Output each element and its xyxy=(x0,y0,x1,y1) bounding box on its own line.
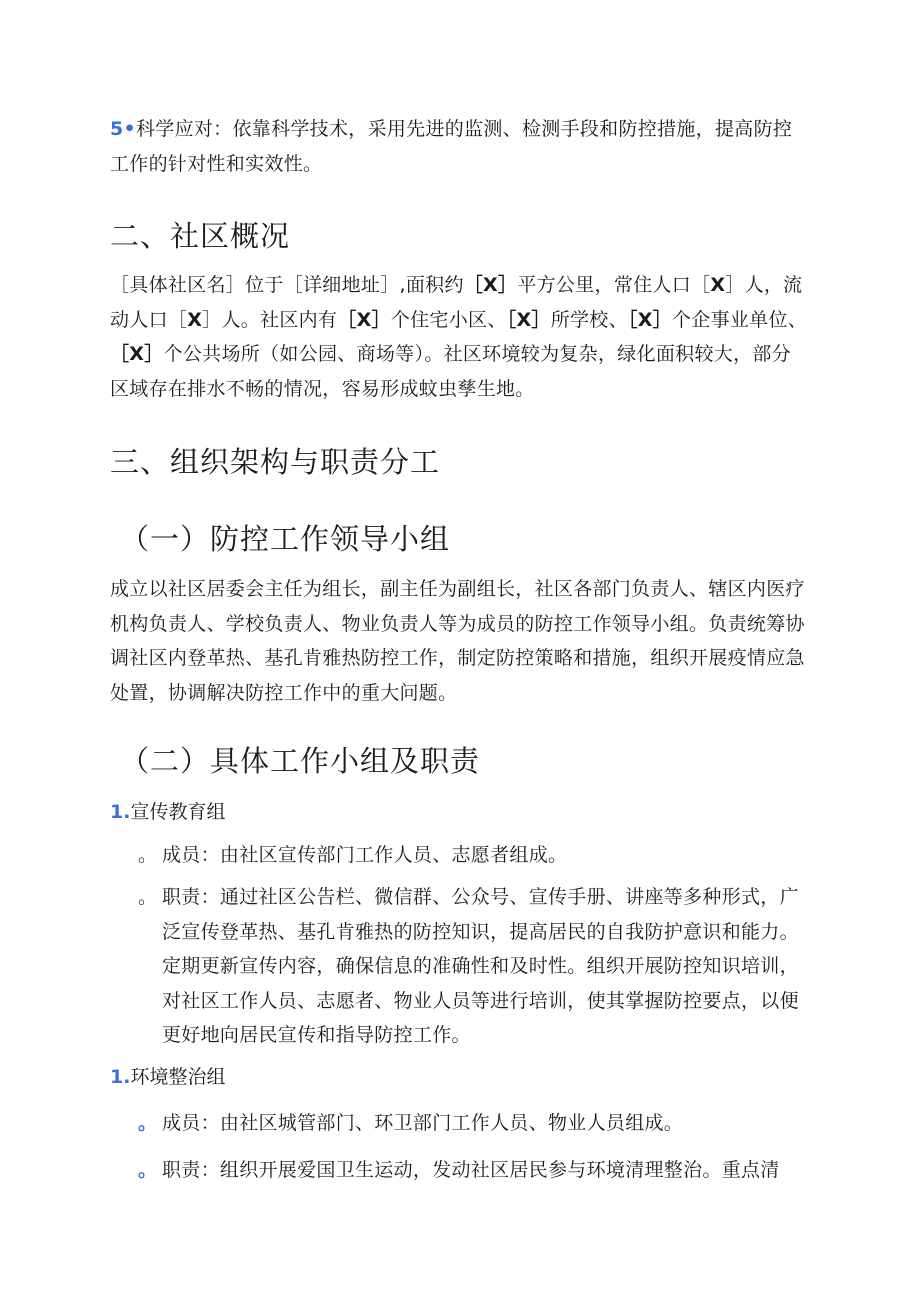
bullet-dot: 。 xyxy=(138,844,158,866)
group-2-members xyxy=(138,1106,810,1141)
item-5-bullet: • xyxy=(123,118,136,140)
section-3-heading: 三、组织架构与职责分工 xyxy=(110,445,441,479)
bullet-dot: 。 xyxy=(138,886,158,908)
group-1-members-text: 成员：由社区宣传部门工作人员、志愿者组成。 xyxy=(162,844,568,866)
subsection-1-heading: （一）防控工作领导小组 xyxy=(120,522,451,556)
group-1-members xyxy=(138,838,810,873)
p-text: ［具体社区名］位于［详细地址］,面积约 xyxy=(110,274,464,296)
p-text: 所学校、 xyxy=(550,308,628,331)
bullet-dot: 。 xyxy=(138,1112,158,1134)
group-2-number: 1. xyxy=(110,1066,131,1088)
item-5-number: 5 xyxy=(110,118,124,140)
group-2-duties-text: 职责：组织开展爱国卫生运动，发动社区居民参与环境清理整治。重点清 xyxy=(162,1159,780,1181)
group-2-title: 环境整治组 xyxy=(130,1066,226,1088)
group-1-number: 1. xyxy=(110,801,131,823)
p-text: ］人，流动人口［ xyxy=(110,274,803,331)
section-2-heading: 二、社区概况 xyxy=(110,219,291,253)
group-1-duties-text: 职责：通过社区公告栏、微信群、公众号、宣传手册、讲座等多种形式，广泛宣传登革热、基孔肯雅热的防控知识，提高居民的自我防护意识和能力。定期更新宣传内容，确保信息的准确性和及时性。组织开展防控知识培训，对社区工作人员、志愿者、物业人员等进行培训，使其掌握防控要点，以便更好地向居民宣传和指导防控工作。 xyxy=(162,886,799,1046)
subsection-1-paragraph: 成立以社区居委会主任为组长，副主任为副组长，社区各部门负责人、辖区内医疗机构负责人、学校负责人、物业负责人等为成员的防控工作领导小组。负责统筹协调社区内登革热、基孔肯雅热防控工作，制定防控策略和措施，组织开展疫情应急处置，协调解决防控工作中的重大问题。 xyxy=(110,578,805,704)
placeholder-x: ［X］ xyxy=(463,274,518,296)
item-5-text: 科学应对：依靠科学技术，采用先进的监测、检测手段和防控措施，提高防控工作的针对性和实效性。 xyxy=(110,118,793,175)
bullet-dot: 。 xyxy=(138,1159,158,1181)
placeholder-x: ［X］ xyxy=(110,343,164,365)
section-2-paragraph xyxy=(110,268,810,406)
placeholder-x: X xyxy=(187,308,203,331)
p-text: 个企事业单位、 xyxy=(671,308,808,331)
group-2-members-text: 成员：由社区城管部门、环卫部门工作人员、物业人员组成。 xyxy=(162,1112,684,1134)
group-2-heading xyxy=(110,1062,225,1092)
group-1-heading xyxy=(110,797,225,827)
group-1-duties xyxy=(138,880,810,1053)
p-text: ］人。社区内有 xyxy=(202,308,338,331)
placeholder-x: ［X］ xyxy=(337,308,391,331)
group-1-title: 宣传教育组 xyxy=(130,801,226,823)
p-text: 个公共场所（如公园、商场等）。社区环境较为复杂，绿化面积较大，部分区域存在排水不畅的情况，容易形成蚊虫孳生地。 xyxy=(110,343,791,400)
placeholder-x: ［X］ xyxy=(627,308,672,331)
placeholder-x: ［X］ xyxy=(506,308,551,331)
p-text: 平方公里，常住人口［ xyxy=(517,274,711,296)
p-text: 个住宅小区、 xyxy=(390,308,507,331)
group-2-duties xyxy=(138,1153,810,1188)
item-5-paragraph xyxy=(110,112,800,181)
placeholder-x: X xyxy=(710,274,726,296)
subsection-2-heading: （二）具体工作小组及职责 xyxy=(120,744,481,778)
